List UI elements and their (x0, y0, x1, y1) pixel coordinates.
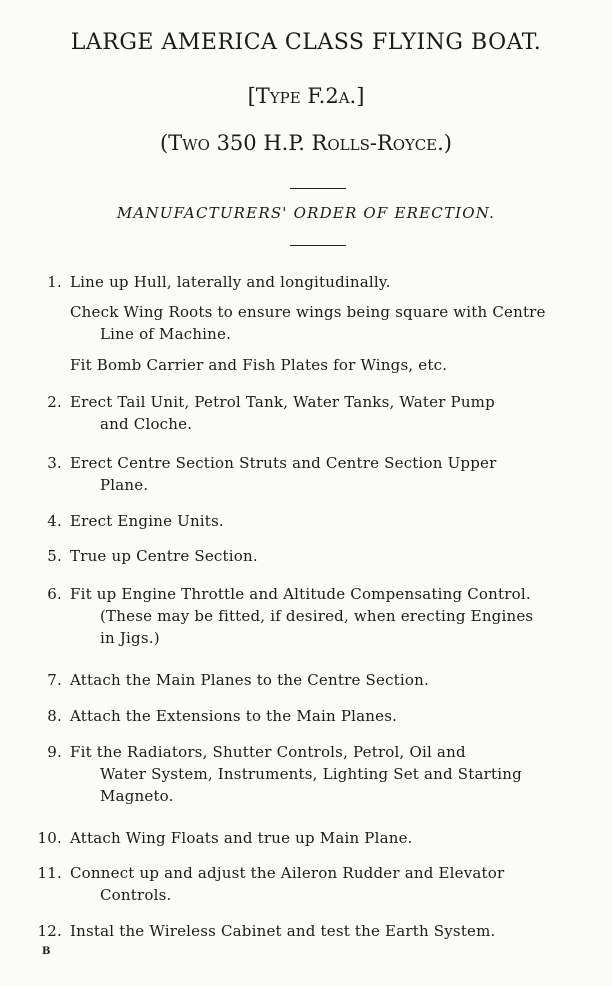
step-number: 4. (47, 512, 62, 530)
step-text-line: Attach the Main Planes to the Centre Section. (70, 671, 429, 689)
page-title: LARGE AMERICA CLASS FLYING BOAT. (70, 30, 542, 55)
divider-rule-top (290, 188, 346, 189)
step-text-line: Water System, Instruments, Lighting Set and Starting (100, 765, 522, 783)
step-item (37, 827, 580, 849)
step-text-line: Connect up and adjust the Aileron Rudder and Elevator (70, 864, 505, 882)
step-text-line: and Cloche. (100, 415, 193, 433)
step-text-line: Fit up Engine Throttle and Altitude Compensating Control. (70, 585, 531, 603)
step-number: 5. (47, 547, 62, 565)
step-item (37, 862, 580, 906)
step-item (47, 669, 580, 691)
step-text-line: Fit Bomb Carrier and Fish Plates for Wings, etc. (70, 356, 448, 374)
divider-rule-bottom (290, 245, 346, 246)
step-item (37, 920, 580, 942)
type-designation: [Type F.2a.] (247, 84, 365, 108)
step-text-line: Attach the Extensions to the Main Planes. (70, 707, 398, 725)
step-item (47, 741, 580, 807)
step-text-line: Check Wing Roots to ensure wings being square with Centre (70, 303, 546, 321)
step-text-line: Instal the Wireless Cabinet and test the Earth System. (70, 922, 496, 940)
step-text-line: Controls. (100, 886, 172, 904)
step-text-line: Plane. (100, 476, 149, 494)
step-item (47, 545, 580, 567)
step-item (47, 391, 580, 435)
step-text-line: True up Centre Section. (70, 547, 258, 565)
step-item (47, 510, 580, 532)
step-text-line: Fit the Radiators, Shutter Controls, Petrol, Oil and (70, 743, 466, 761)
step-text-line: Line up Hull, laterally and longitudinally. (70, 273, 391, 291)
step-number: 12. (37, 922, 62, 940)
step-item (47, 452, 580, 496)
step-number: 3. (47, 454, 62, 472)
step-number: 2. (47, 393, 62, 411)
step-number: 9. (47, 743, 62, 761)
step-text-line: (These may be fitted, if desired, when erecting Engines (100, 607, 534, 625)
step-text-line: Erect Centre Section Struts and Centre Section Upper (70, 454, 497, 472)
signature-mark: B (42, 946, 51, 957)
step-item (70, 354, 580, 376)
step-item (47, 271, 580, 293)
step-number: 8. (47, 707, 62, 725)
step-number: 6. (47, 585, 62, 603)
step-number: 10. (37, 829, 62, 847)
step-item (47, 583, 580, 649)
step-text-line: Attach Wing Floats and true up Main Plane. (70, 829, 413, 847)
step-text-line: in Jigs.) (100, 629, 160, 647)
step-text-line: Erect Engine Units. (70, 512, 224, 530)
step-item (47, 705, 580, 727)
section-heading: MANUFACTURERS' ORDER OF ERECTION. (116, 204, 496, 222)
step-number: 7. (47, 671, 62, 689)
step-text-line: Erect Tail Unit, Petrol Tank, Water Tanks, Water Pump (70, 393, 495, 411)
step-text-line: Line of Machine. (100, 325, 232, 343)
step-number: 1. (47, 273, 62, 291)
step-item (70, 301, 580, 345)
engine-specification: (Two 350 H.P. Rolls-Royce.) (159, 131, 452, 155)
step-number: 11. (37, 864, 62, 882)
step-text-line: Magneto. (100, 787, 174, 805)
